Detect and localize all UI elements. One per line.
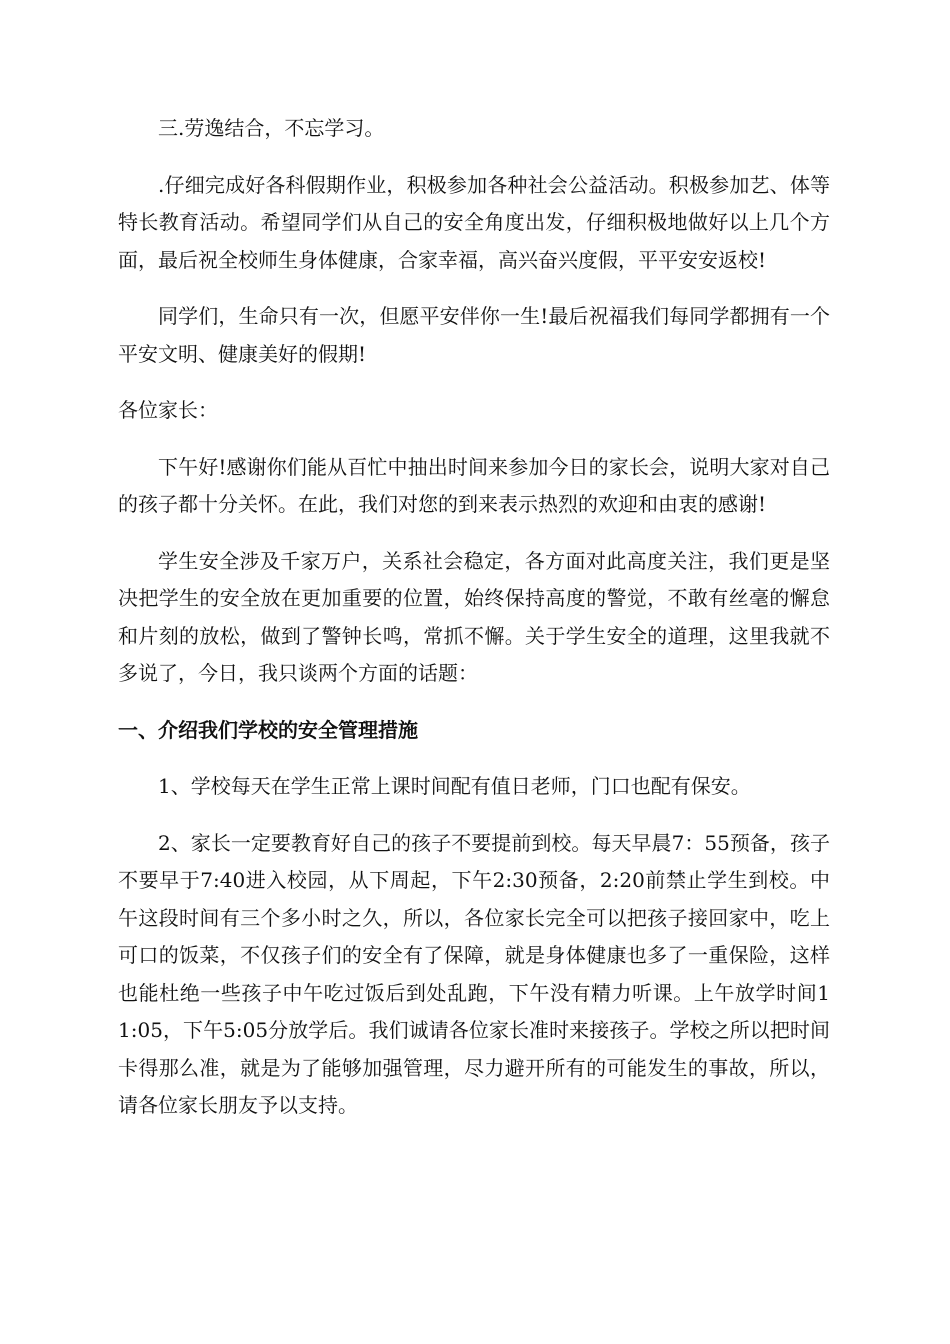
measure-two-paragraph: 2、家长一定要教育好自己的孩子不要提前到校。每天早晨7：55预备，孩子不要早于7:40进入校园，从下周起，下午2:30预备，2:20前禁止学生到校。中午这段时间有三个多小时之久，所以，各位家长完全可以把孩子接回家中，吃上可口的饭菜，不仅孩子们的安全有了保障，就是身体健康也多了一重保险，这样也能杜绝一些孩子中午吃过饭后到处乱跑，下午没有精力听课。上午放学时间11:05，下午5:05分放学后。我们诚请各位家长准时来接孩子。学校之所以把时间卡得那么准，就是为了能够加强管理，尽力避开所有的可能发生的事故，所以，请各位家长朋友予以支持。 <box>118 830 830 1117</box>
document-body <box>118 110 830 1144</box>
safety-intro-paragraph: 学生安全涉及千家万户，关系社会稳定，各方面对此高度关注，我们更是坚决把学生的安全放在更加重要的位置，始终保持高度的警觉，不敢有丝毫的懈怠和片刻的放松，做到了警钟长鸣，常抓不懈。关于学生安全的道理，这里我就不多说了，今日，我只谈两个方面的话题： <box>118 548 830 685</box>
homework-paragraph: .仔细完成好各科假期作业，积极参加各种社会公益活动。积极参加艺、体等特长教育活动。希望同学们从自己的安全角度出发，仔细积极地做好以上几个方面，最后祝全校师生身体健康，合家幸福，高兴奋兴度假，平平安安返校! <box>118 172 830 272</box>
section-three-heading: 三.劳逸结合，不忘学习。 <box>158 116 385 140</box>
section-one-heading: 一、介绍我们学校的安全管理措施 <box>118 717 418 742</box>
greeting-paragraph: 下午好!感谢你们能从百忙中抽出时间来参加今日的家长会，说明大家对自己的孩子都十分关怀。在此，我们对您的到来表示热烈的欢迎和由衷的感谢! <box>118 454 830 516</box>
measure-one-paragraph: 1、学校每天在学生正常上课时间配有值日老师，门口也配有保安。 <box>158 774 751 798</box>
salutation: 各位家长： <box>118 398 218 422</box>
closing-wish-paragraph: 同学们，生命只有一次，但愿平安伴你一生!最后祝福我们每同学都拥有一个平安文明、健康美好的假期! <box>118 304 830 366</box>
